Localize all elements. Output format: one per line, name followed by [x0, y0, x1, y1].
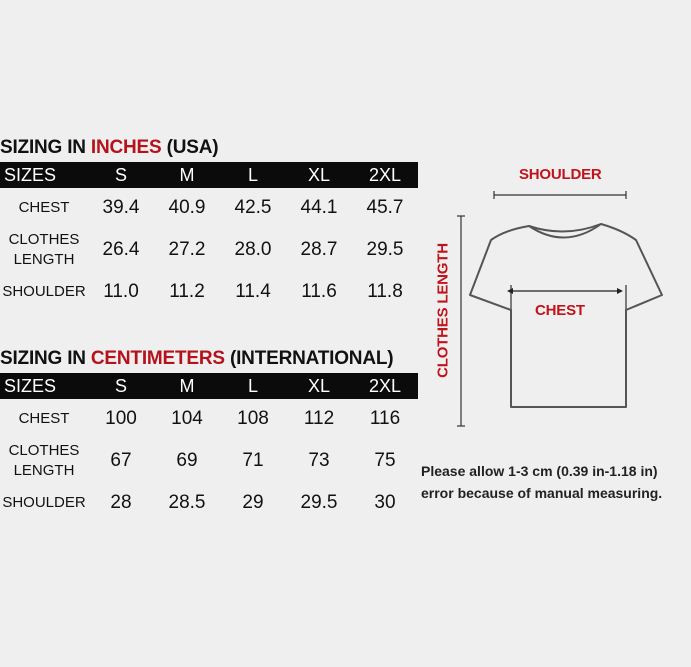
cm-chest-s: 100: [105, 408, 137, 429]
inches-chest-m: 40.9: [168, 197, 206, 218]
cm-title-prefix: SIZING IN: [0, 348, 91, 369]
inches-header-2xl: 2XL: [368, 164, 402, 185]
cm-length-l: 71: [242, 450, 264, 471]
cm-header-m: M: [179, 375, 195, 396]
inches-header-s: S: [114, 164, 127, 185]
table-row: [0, 483, 418, 523]
inches-length-xl: 28.7: [300, 239, 338, 260]
inches-header-sizes: SIZES: [4, 164, 57, 185]
inches-section-title: [0, 137, 218, 159]
clothes-length-label: CLOTHES LENGTH: [434, 243, 452, 378]
cm-section-title: [0, 348, 393, 370]
cm-header-row: [0, 373, 418, 399]
cm-chest-2xl: 116: [369, 408, 401, 429]
inches-header-m: M: [179, 164, 195, 185]
inches-length-m: 27.2: [168, 239, 206, 260]
inches-header-row: [0, 162, 418, 188]
chest-label: CHEST: [535, 302, 585, 319]
tshirt-icon: [425, 150, 685, 440]
cm-length-2xl: 75: [374, 450, 396, 471]
cm-header-s: S: [114, 375, 127, 396]
cm-shoulder-2xl: 30: [374, 492, 396, 513]
cm-shoulder-xl: 29.5: [300, 492, 338, 513]
cm-header-l: L: [247, 375, 258, 396]
inches-header-xl: XL: [307, 164, 331, 185]
inches-shoulder-l: 11.4: [235, 281, 271, 302]
cm-title-suffix: (INTERNATIONAL): [224, 348, 394, 369]
inches-length-label: CLOTHES LENGTH: [8, 231, 80, 268]
inches-title-prefix: SIZING IN: [0, 137, 91, 158]
cm-chest-label: CHEST: [18, 410, 70, 427]
cm-shoulder-m: 28.5: [168, 492, 206, 513]
cm-shoulder-s: 28: [110, 492, 132, 513]
table-row: [0, 228, 418, 272]
cm-title-accent: CENTIMETERS: [90, 348, 225, 369]
inches-length-s: 26.4: [102, 239, 140, 260]
table-row: [0, 399, 418, 439]
cm-length-s: 67: [110, 450, 132, 471]
cm-header-xl: XL: [307, 375, 331, 396]
inches-title-accent: INCHES: [90, 137, 162, 158]
cm-size-table: [0, 373, 418, 523]
inches-title-suffix: (USA): [161, 137, 219, 158]
inches-shoulder-label: SHOULDER: [2, 283, 86, 300]
table-row: [0, 188, 418, 228]
measurement-note: Please allow 1-3 cm (0.39 in-1.18 in) error because of manual measuring.: [421, 463, 663, 501]
inches-shoulder-2xl: 11.8: [367, 281, 403, 302]
cm-shoulder-label: SHOULDER: [2, 494, 86, 511]
inches-chest-2xl: 45.7: [366, 197, 404, 218]
cm-length-label: CLOTHES LENGTH: [8, 442, 80, 479]
inches-length-l: 28.0: [234, 239, 272, 260]
cm-chest-m: 104: [171, 408, 203, 429]
cm-header-2xl: 2XL: [368, 375, 402, 396]
table-row: [0, 439, 418, 483]
inches-size-table: [0, 162, 418, 312]
inches-chest-l: 42.5: [234, 197, 272, 218]
inches-header-l: L: [247, 164, 258, 185]
inches-shoulder-xl: 11.6: [301, 281, 337, 302]
inches-length-2xl: 29.5: [366, 239, 404, 260]
tshirt-measurement-diagram: [425, 150, 685, 440]
inches-shoulder-s: 11.0: [103, 281, 139, 302]
cm-chest-l: 108: [237, 408, 269, 429]
inches-shoulder-m: 11.2: [169, 281, 205, 302]
cm-chest-xl: 112: [303, 408, 335, 429]
cm-header-sizes: SIZES: [4, 375, 57, 396]
cm-shoulder-l: 29: [242, 492, 264, 513]
inches-chest-xl: 44.1: [300, 197, 338, 218]
cm-length-m: 69: [176, 450, 198, 471]
inches-chest-label: CHEST: [18, 199, 70, 216]
table-row: [0, 272, 418, 312]
inches-chest-s: 39.4: [102, 197, 140, 218]
cm-length-xl: 73: [308, 450, 330, 471]
shoulder-label: SHOULDER: [519, 166, 602, 183]
